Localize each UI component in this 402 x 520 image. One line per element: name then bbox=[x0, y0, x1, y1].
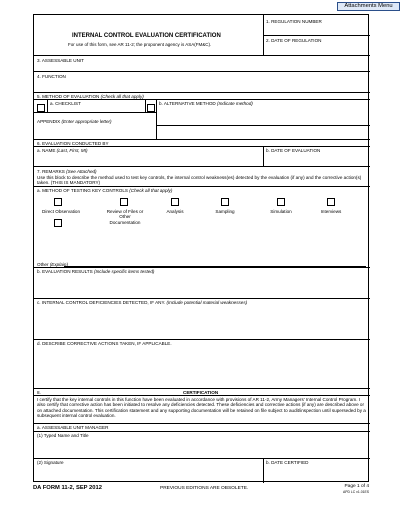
alternative-method-label bbox=[159, 101, 253, 106]
method-of-testing-label bbox=[37, 188, 172, 193]
deficiencies-label bbox=[37, 300, 247, 305]
evaluation-results-label bbox=[37, 269, 154, 274]
form-version: APD LC v1.01ES bbox=[342, 490, 369, 494]
appendix-note: (Enter appropriate letter) bbox=[61, 119, 112, 124]
direct-observation-checkbox[interactable] bbox=[54, 198, 62, 206]
divider bbox=[34, 92, 370, 93]
method-of-evaluation-note: (Check all that apply) bbox=[100, 94, 144, 99]
signature-label: (2) Signature bbox=[37, 460, 64, 465]
remarks-label bbox=[37, 169, 97, 174]
divider bbox=[34, 431, 370, 432]
remarks-text: 7. REMARKS bbox=[37, 169, 65, 174]
divider bbox=[34, 298, 370, 299]
divider bbox=[34, 146, 370, 147]
divider bbox=[156, 99, 157, 139]
typed-name-label: (1) Typed Name and Title bbox=[37, 433, 89, 438]
checklist-checkbox[interactable] bbox=[37, 104, 45, 112]
appendix-label bbox=[37, 119, 112, 124]
certification-number: 8. bbox=[37, 390, 41, 395]
form-title: INTERNAL CONTROL EVALUATION CERTIFICATION bbox=[72, 33, 221, 39]
review-of-files-checkbox[interactable] bbox=[120, 198, 128, 206]
certification-title: CERTIFICATION bbox=[183, 390, 219, 395]
divider bbox=[156, 125, 370, 126]
name-text: a. NAME bbox=[37, 148, 56, 153]
method-of-testing-note: (Check all that apply) bbox=[129, 188, 173, 193]
appendix-text: APPENDIX bbox=[37, 119, 61, 124]
review-of-files-label: Review of Files or Other Documentation bbox=[106, 209, 144, 225]
date-of-regulation-label: 2. DATE OF REGULATION bbox=[266, 38, 322, 43]
divider bbox=[34, 71, 370, 72]
divider bbox=[263, 458, 264, 483]
method-of-evaluation-text: 5. METHOD OF EVALUATION bbox=[37, 94, 100, 99]
simulation-label: Simulation bbox=[270, 209, 292, 214]
deficiencies-text: c. INTERNAL CONTROL DEFICIENCIES DETECTED, IF ANY. bbox=[37, 300, 166, 305]
remarks-note: (See Attached) bbox=[66, 169, 97, 174]
evaluation-results-note: (Include specific items tested) bbox=[93, 269, 155, 274]
other-text: Other bbox=[37, 262, 49, 267]
divider bbox=[34, 55, 370, 56]
alternative-method-checkbox[interactable] bbox=[147, 104, 155, 112]
divider bbox=[145, 99, 146, 112]
date-certified-label: b. DATE CERTIFIED bbox=[266, 460, 309, 465]
divider bbox=[34, 186, 370, 187]
divider bbox=[34, 339, 370, 340]
sampling-label: Sampling bbox=[215, 209, 235, 214]
divider bbox=[34, 423, 370, 424]
other-checkbox[interactable] bbox=[54, 219, 62, 227]
deficiencies-note: (Include potential material weaknesses) bbox=[166, 300, 248, 305]
divider bbox=[34, 458, 370, 459]
attachments-menu-button[interactable]: Attachments Menu bbox=[337, 2, 400, 11]
alternative-method-text: b. ALTERNATIVE METHOD bbox=[159, 101, 216, 106]
previous-editions-note: PREVIOUS EDITIONS ARE OBSOLETE. bbox=[160, 486, 249, 491]
divider bbox=[34, 388, 370, 389]
divider bbox=[263, 146, 264, 166]
divider bbox=[34, 267, 370, 268]
divider bbox=[34, 99, 370, 100]
deficiencies-field[interactable] bbox=[36, 307, 368, 337]
checklist-label: a. CHECKLIST bbox=[50, 101, 81, 106]
corrective-actions-field[interactable] bbox=[36, 348, 368, 378]
evaluation-results-field[interactable] bbox=[36, 276, 368, 296]
name-note: (Last, First, MI) bbox=[56, 148, 88, 153]
simulation-checkbox[interactable] bbox=[277, 198, 285, 206]
analysis-checkbox[interactable] bbox=[171, 198, 179, 206]
analysis-label: Analysis bbox=[166, 209, 184, 214]
remarks-instructions: Use this block to describe the method used to test key controls, the internal control weakness(es) detected by the evaluation (if any) and the corrective action(s) taken. (THIS IS MANDATORY) bbox=[37, 175, 362, 186]
certification-text: I certify that the key internal controls in this function have been evaluated in accordance with provisions of AR 11-2, Army Managers' Internal Control Program. I also certify that corrective action has been initiated to resolve any deficiencies detected. These deficiencies and corrective actions (if any) are described above or on attached documentation. This certification statement and any supporting documentation will be retained on file subject to audit/inspection until superseded by a subsequent internal control evaluation. bbox=[37, 397, 366, 418]
divider bbox=[34, 112, 156, 113]
evaluation-results-text: b. EVALUATION RESULTS bbox=[37, 269, 93, 274]
function-label: 4. FUNCTION bbox=[37, 74, 66, 79]
assessable-unit-manager-label: a. ASSESSABLE UNIT MANAGER bbox=[37, 425, 109, 430]
form-id: DA FORM 11-2, SEP 2012 bbox=[33, 485, 102, 491]
evaluation-conducted-by-label: 6. EVALUATION CONDUCTED BY bbox=[37, 141, 109, 146]
divider bbox=[263, 35, 370, 36]
other-note: (Explain) bbox=[49, 262, 68, 267]
form-body bbox=[33, 14, 369, 482]
divider bbox=[34, 395, 370, 396]
divider bbox=[34, 139, 370, 140]
name-label bbox=[37, 148, 88, 153]
form-subtitle: For use of this form, see AR 11-2; the proponent agency is ASA(FM&C). bbox=[68, 42, 212, 47]
divider bbox=[34, 166, 370, 167]
direct-observation-label: Direct Observation bbox=[42, 209, 81, 214]
method-of-testing-text: a. METHOD OF TESTING KEY CONTROLS bbox=[37, 188, 128, 193]
divider bbox=[47, 99, 48, 112]
interviews-checkbox[interactable] bbox=[327, 198, 335, 206]
regulation-number-label: 1. REGULATION NUMBER bbox=[266, 19, 322, 24]
interviews-label: Interviews bbox=[320, 209, 342, 214]
date-of-evaluation-label: b. DATE OF EVALUATION bbox=[266, 148, 321, 153]
sampling-checkbox[interactable] bbox=[221, 198, 229, 206]
assessable-unit-label: 3. ASSESSABLE UNIT bbox=[37, 58, 84, 63]
corrective-actions-label: d. DESCRIBE CORRECTIVE ACTIONS TAKEN, IF APPLICABLE. bbox=[37, 341, 172, 346]
page-number: Page 1 of 4 bbox=[344, 484, 369, 489]
alternative-method-note: (Indicate method) bbox=[217, 101, 253, 106]
